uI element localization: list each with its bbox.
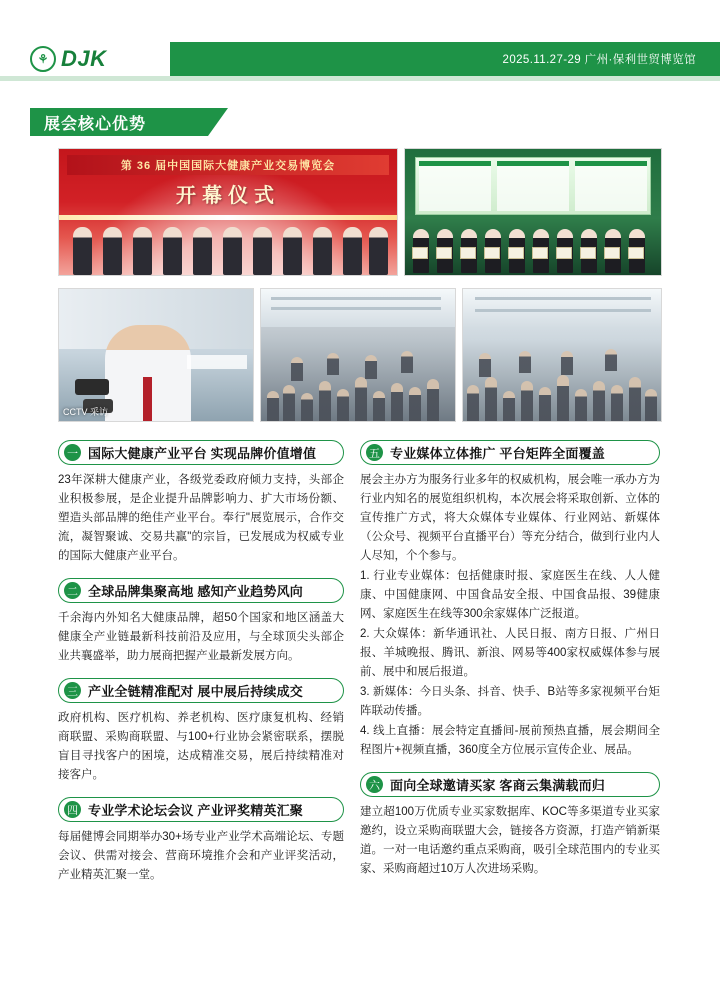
flower-icon: ⚘ xyxy=(30,46,56,72)
logo-text: DJK xyxy=(61,46,107,71)
advantage-5-title: 专业媒体立体推广 平台矩阵全面覆盖 xyxy=(390,446,606,461)
advantage-5-body xyxy=(360,471,660,760)
interview-caption: CCTV 采访 xyxy=(63,407,109,417)
advantage-2-title: 全球品牌集聚高地 感知产业趋势风向 xyxy=(88,584,304,599)
microphone-icon xyxy=(75,379,109,395)
advantage-2-header xyxy=(58,578,344,603)
advantage-3-paragraph: 政府机构、医疗机构、养老机构、医疗康复机构、经销商联盟、采购商联盟、与100+行业协会紧密联系，摆脱盲目寻找客户的困境，达成精准交易，展后持续精准对接客户。 xyxy=(58,712,344,781)
advantage-4-header xyxy=(58,797,344,822)
advantage-3-header xyxy=(58,678,344,703)
ceremony-people xyxy=(59,219,397,275)
photo-hall-entrance-crowd xyxy=(462,288,662,422)
photo-exhibition-aisle xyxy=(260,288,456,422)
advantage-6-body xyxy=(360,803,660,879)
header-underline xyxy=(0,76,720,81)
advantage-6-title: 面向全球邀请买家 客商云集满载而归 xyxy=(390,778,606,793)
advantage-1-body xyxy=(58,471,344,566)
advantage-item-1 xyxy=(58,440,344,566)
section-title-text: 展会核心优势 xyxy=(30,108,208,136)
brand-logo xyxy=(0,42,170,76)
advantage-1-title: 国际大健康产业平台 实现品牌价值增值 xyxy=(88,446,317,461)
advantage-6-number: 六 xyxy=(366,776,383,793)
advantage-3-number: 三 xyxy=(64,682,81,699)
advantage-4-title: 专业学术论坛会议 产业评奖精英汇聚 xyxy=(88,803,304,818)
advantage-2-body xyxy=(58,609,344,666)
advantage-6-header xyxy=(360,772,660,797)
advantage-5-paragraph-livestream: 4. 线上直播：展会特定直播间-展前预热直播，展会期间全程图片+视频直播，360度全方位展示宣传企业、展品。 xyxy=(360,725,660,756)
advantage-6-paragraph: 建立超100万优质专业买家数据库、KOC等多渠道专业买家邀约，设立采购商联盟大会，链接各方资源，打造产销新渠道。一对一电话邀约重点采购商，吸引全球范围内的专业买家、采购商超过10万人次进场采购。 xyxy=(360,806,660,875)
page-header xyxy=(0,42,720,76)
advantage-2-number: 二 xyxy=(64,582,81,599)
award-winners-row xyxy=(405,217,661,273)
stage-led-screen xyxy=(415,157,651,215)
advantages-column-right xyxy=(360,440,660,891)
ceremony-banner-text: 第 36 届中国国际大健康产业交易博览会 xyxy=(67,155,389,175)
section-title-banner xyxy=(30,108,240,136)
advantage-item-3 xyxy=(58,678,344,785)
page-footer-space xyxy=(0,920,720,990)
media-logo-strip xyxy=(187,355,247,369)
advantage-3-title: 产业全链精准配对 展中展后持续成交 xyxy=(88,684,304,699)
advantage-4-paragraph: 每届健博会同期举办30+场专业产业学术高端论坛、专题会议、供需对接会、营商环境推介会和产业评奖活动，产业精英汇聚一堂。 xyxy=(58,831,344,881)
photo-opening-ceremony xyxy=(58,148,398,276)
advantage-5-paragraph-industry-media: 1. 行业专业媒体：包括健康时报、家庭医生在线、人人健康、中国健康网、中国食品安全报、中国食品报、39健康网、家庭医生在线等300余家媒体广泛报道。 xyxy=(360,570,660,620)
tie-detail xyxy=(143,377,152,421)
advantage-item-4 xyxy=(58,797,344,885)
advantage-5-paragraph-intro: 展会主办方为服务行业多年的权威机构，展会唯一承办方为行业内知名的展览组织机构，本次展会将采取创新、立体的宣传推广方式，将大众媒体专业媒体、行业网站、新媒体（公众号、视频平台直播平台）等充分结合，做到行业内人人尽知，个个参与。 xyxy=(360,474,660,562)
advantages-column-left xyxy=(58,440,344,897)
hall-ceiling xyxy=(463,289,661,327)
advantage-item-2 xyxy=(58,578,344,666)
advantage-4-number: 四 xyxy=(64,801,81,818)
advantage-2-paragraph: 千余海内外知名大健康品牌，超50个国家和地区涵盖大健康全产业链最新科技前沿及应用，与全球顶尖头部企业共襄盛举，助力展商把握产业最新发展方向。 xyxy=(58,612,344,662)
photo-media-interview xyxy=(58,288,254,422)
ceremony-headline: 开幕仪式 xyxy=(176,185,280,207)
advantage-1-paragraph: 23年深耕大健康产业，各级党委政府倾力支持，头部企业积极参展，是企业提升品牌影响力、扩大市场份额、塑造头部品牌的绝佳产业平台。奉行"展览展示，合作交流，凝智聚诚、交易共赢"的宗旨，已发展成为权威专业的国际大健康产业平台。 xyxy=(58,474,344,562)
advantage-1-number: 一 xyxy=(64,444,81,461)
section-title-arrow xyxy=(208,108,228,136)
advantage-4-body xyxy=(58,828,344,885)
event-date-venue: 2025.11.27-29 广州·保利世贸博览馆 xyxy=(502,54,696,66)
advantage-5-paragraph-new-media: 3. 新媒体：今日头条、抖音、快手、B站等多家视频平台矩阵联动传播。 xyxy=(360,686,660,717)
aisle-ceiling xyxy=(261,289,455,327)
advantage-item-5 xyxy=(360,440,660,760)
photo-gallery xyxy=(58,148,662,422)
advantage-3-body xyxy=(58,709,344,785)
advantage-item-6 xyxy=(360,772,660,879)
advantage-5-number: 五 xyxy=(366,444,383,461)
advantage-5-header xyxy=(360,440,660,465)
advantage-5-paragraph-mass-media: 2. 大众媒体：新华通讯社、人民日报、南方日报、广州日报、羊城晚报、腾讯、新浪、网易等400家权威媒体参与展前、展中和展后报道。 xyxy=(360,628,660,678)
photo-award-stage xyxy=(404,148,662,276)
advantage-1-header xyxy=(58,440,344,465)
